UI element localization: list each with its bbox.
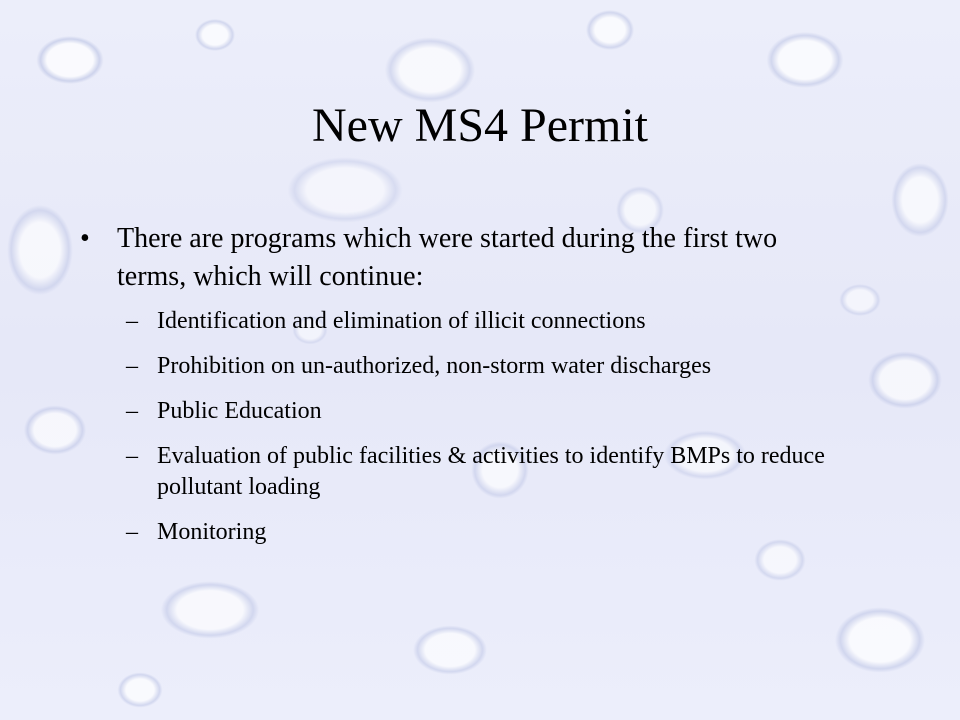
- sub-item: [0, 351, 847, 382]
- sub-item-text: Identification and elimination of illicit connections: [157, 308, 646, 334]
- sub-item: [0, 306, 847, 337]
- sub-marker: –: [126, 353, 138, 379]
- sub-item-text: Monitoring: [157, 519, 267, 545]
- sub-item: [0, 396, 847, 427]
- slide-title: New MS4 Permit: [312, 99, 648, 152]
- sub-item: [0, 517, 847, 548]
- sub-marker: –: [126, 398, 138, 424]
- bullet-list: [0, 220, 960, 562]
- sub-marker: –: [126, 519, 138, 545]
- sub-bullet-list: [0, 306, 960, 548]
- sub-item-text: Evaluation of public facilities & activities to identify BMPs to reduce pollutant loading: [157, 443, 825, 500]
- bullet-item: [0, 220, 847, 296]
- sub-list-container: [0, 306, 960, 548]
- sub-marker: –: [126, 443, 138, 469]
- sub-item-text: Public Education: [157, 398, 322, 424]
- sub-item: [0, 441, 847, 503]
- bullet-marker: •: [80, 223, 90, 254]
- sub-marker: –: [126, 308, 138, 334]
- sub-item-text: Prohibition on un-authorized, non-storm water discharges: [157, 353, 712, 379]
- bullet-text: There are programs which were started during the first two terms, which will continue:: [117, 223, 778, 292]
